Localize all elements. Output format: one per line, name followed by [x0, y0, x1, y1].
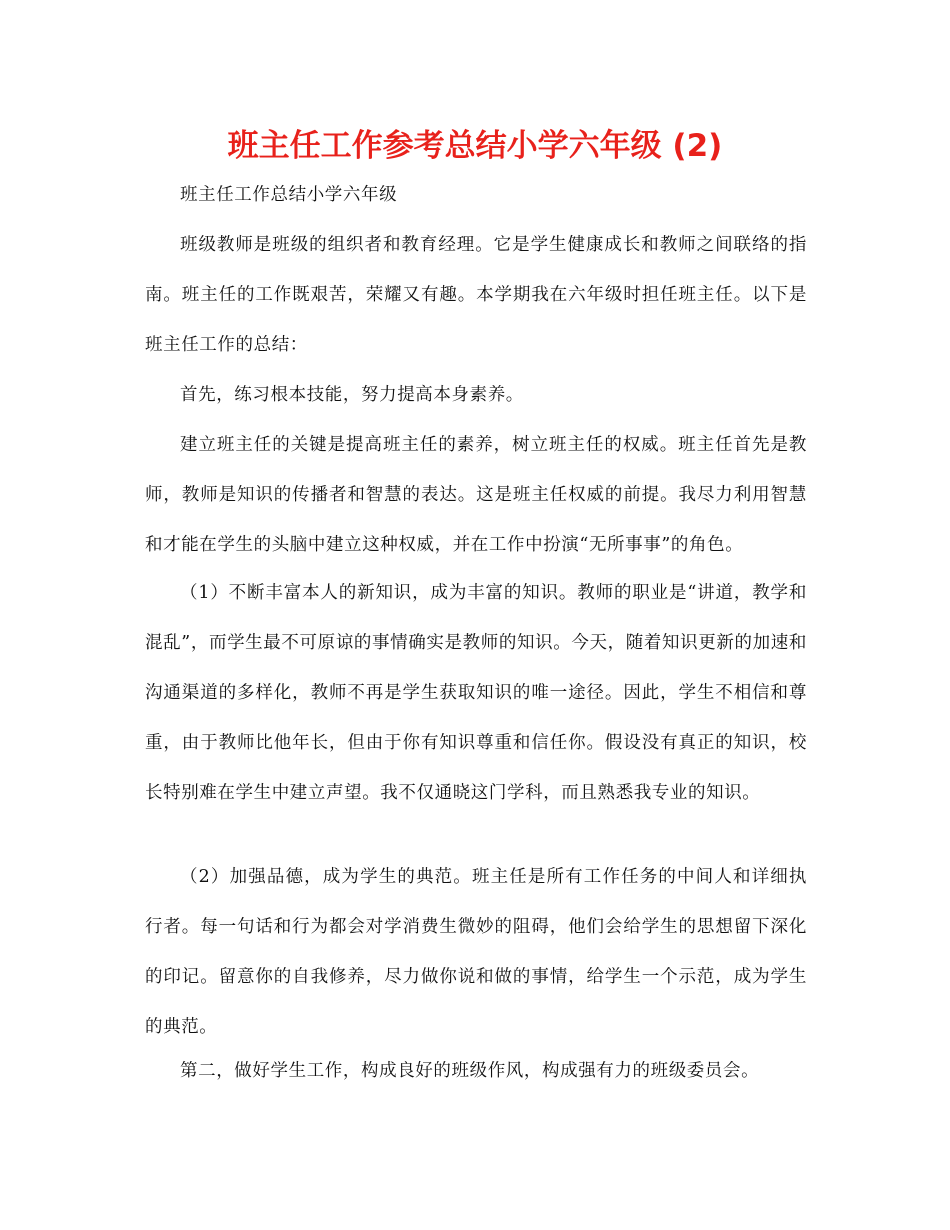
- paragraph-section-two-heading: 第二，做好学生工作，构成良好的班级作风，构成强有力的班级委员会。: [180, 1061, 760, 1081]
- paragraph-authority: 建立班主任的关键是提高班主任的素养，树立班主任的权威。班主任首先是教师，教师是知识的传播者和智慧的表达。这是班主任权威的前提。我尽力利用智慧和才能在学生的头脑中建立这种权威，并在工作中扮演“无所事事”的角色。: [145, 435, 807, 555]
- paragraph-intro: 班级教师是班级的组织者和教育经理。它是学生健康成长和教师之间联络的指南。班主任的工作既艰苦，荣耀又有趣。本学期我在六年级时担任班主任。以下是班主任工作的总结：: [145, 235, 807, 355]
- document-title: 班主任工作参考总结小学六年级 (2): [227, 128, 723, 164]
- paragraph-virtue: （2）加强品德，成为学生的典范。班主任是所有工作任务的中间人和详细执行者。每一句话和行为都会对学消费生微妙的阻碍，他们会给学生的思想留下深化的印记。留意你的自我修养，尽力做你说和做的事情，给学生一个示范，成为学生的典范。: [145, 867, 807, 1037]
- paragraph-section-one-heading: 首先，练习根本技能，努力提高本身素养。: [180, 385, 524, 405]
- paragraph-knowledge: （1）不断丰富本人的新知识，成为丰富的知识。教师的职业是“讲道，教学和混乱”，而学生最不可原谅的事情确实是教师的知识。今天，随着知识更新的加速和沟通渠道的多样化，教师不再是学生获取知识的唯一途径。因此，学生不相信和尊重，由于教师比他年长，但由于你有知识尊重和信任你。假设没有真正的知识，校长特别难在学生中建立声望。我不仅通晓这门学科，而且熟悉我专业的知识。: [145, 583, 807, 803]
- document-subtitle: 班主任工作总结小学六年级: [180, 185, 398, 205]
